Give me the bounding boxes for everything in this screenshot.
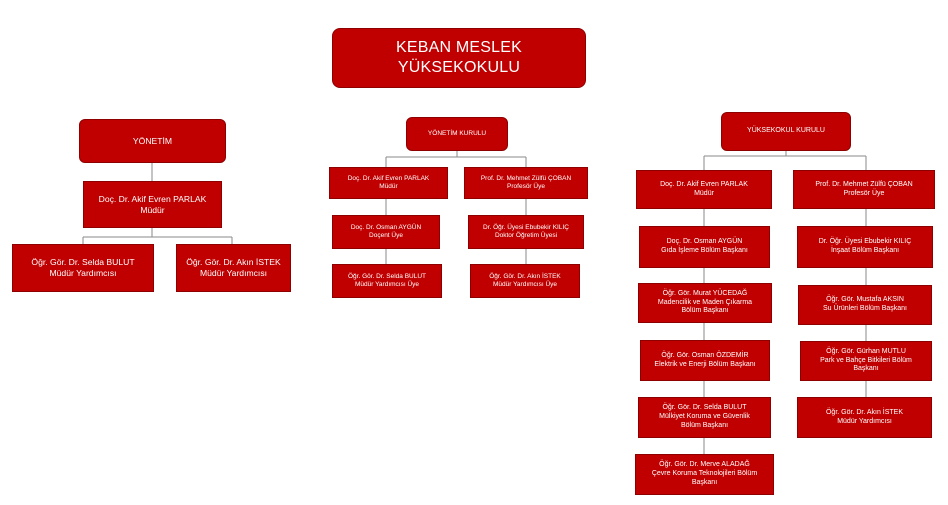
yk-right-box-1 [464,167,588,199]
person-role: Madencilik ve Maden Çıkarma [657,298,753,306]
yonetim-yardimci-2-box [176,244,291,292]
person-role: Doktor Öğretim Üyesi [494,232,558,239]
ykk-left-box-5 [638,397,771,438]
ykk-right-box-2 [797,226,933,268]
person-name: Öğr. Gör. Dr. Selda BULUT [347,272,427,280]
person-role: Su Ürünleri Bölüm Başkanı [822,305,908,312]
yonetim-kurulu-header-text: YÖNETİM KURULU [427,129,487,137]
person-name: Prof. Dr. Mehmet Zülfü ÇOBAN [815,180,913,188]
person-role-cont: Başkanı [691,478,718,486]
person-name: Dr. Öğr. Üyesi Ebubekir KILIÇ [818,238,912,246]
person-role: Park ve Bahçe Bitkileri Bölüm [820,356,912,364]
person-name: Öğr. Gör. Osman ÖZDEMİR [661,351,749,359]
person-name: Doç. Dr. Akif Evren PARLAK [347,174,430,182]
ykk-left-box-3 [638,283,772,323]
person-role: Elektrik ve Enerji Bölüm Başkanı [654,360,756,368]
yk-left-box-3 [332,264,442,298]
person-role: Mülkiyet Koruma ve Güvenlik [659,413,750,421]
person-role: Müdür [140,204,165,215]
person-name: Doç. Dr. Akif Evren PARLAK [98,193,207,204]
ykk-left-box-4 [640,340,770,381]
person-name: Doç. Dr. Osman AYGÜN [350,223,422,231]
yk-left-box-1 [329,167,448,199]
person-name: Öğr. Gör. Dr. Akın İSTEK [186,257,281,268]
person-role: İnşaat Bölüm Başkanı [830,247,900,254]
ykk-right-box-5 [797,397,932,438]
person-name: Öğr. Gör. Dr. Merve ALADAĞ [659,461,750,469]
person-name: Dr. Öğr. Üyesi Ebubekir KILIÇ [483,223,569,231]
page-title-text: KEBAN MESLEK YÜKSEKOKULU [395,39,522,76]
yk-right-box-3 [470,264,580,298]
person-role: Profesör Üye [507,183,545,190]
yuksekokul-kurulu-header [721,112,851,151]
yuksekokul-kurulu-header-text: YÜKSEKOKUL KURULU [747,127,825,135]
person-role: Gıda İşleme Bölüm Başkanı [661,247,748,254]
person-role: Müdür Yardımcısı Üye [492,281,558,288]
yonetim-kurulu-header [406,117,508,151]
person-name: Prof. Dr. Mehmet Zülfü ÇOBAN [480,174,572,182]
person-name: Öğr. Gör. Dr. Akın İSTEK [825,408,904,416]
yonetim-header-text: YÖNETİM [132,135,173,146]
yk-left-box-2 [332,215,440,249]
ykk-left-box-2 [639,226,770,268]
yonetim-yardimci-1-box [12,244,154,292]
yonetim-mudur-box [83,181,222,228]
yonetim-header [79,119,226,163]
person-role: Müdür Yardımcısı [837,417,892,425]
person-role: Müdür Yardımcısı Üye [354,281,420,288]
ykk-left-box-6 [635,454,774,495]
person-name: Öğr. Gör. Dr. Akın İSTEK [489,272,561,280]
person-name: Öğr. Gör. Dr. Selda BULUT [662,404,747,412]
ykk-left-box-1 [636,170,772,209]
person-role: Müdür [694,189,714,197]
person-name: Öğr. Gör. Gürhan MUTLU [826,347,906,355]
ykk-right-box-3 [798,285,932,325]
person-role: Profesör Üye [843,189,885,197]
person-role-cont: Başkanı [853,365,879,373]
person-role: Müdür Yardımcısı [49,268,117,278]
yk-right-box-2 [468,215,584,249]
person-role: Müdür Yardımcısı [199,268,268,278]
ykk-right-box-1 [793,170,935,209]
person-role: Doçent Üye [369,232,403,239]
person-role: Çevre Koruma Teknolojileri Bölüm [651,470,758,478]
person-role: Müdür [379,183,398,190]
ykk-right-box-4 [800,341,932,381]
person-role-cont: Bölüm Başkanı [681,307,729,315]
person-name: Doç. Dr. Osman AYGÜN [666,238,743,246]
person-name: Öğr. Gör. Mustafa AKSIN [826,296,904,304]
person-role-cont: Bölüm Başkanı [680,421,729,429]
person-name: Öğr. Gör. Dr. Selda BULUT [31,257,135,268]
person-name: Doç. Dr. Akif Evren PARLAK [660,180,748,188]
person-name: Öğr. Gör. Murat YÜCEDAĞ [662,289,748,297]
page-title [332,28,586,88]
